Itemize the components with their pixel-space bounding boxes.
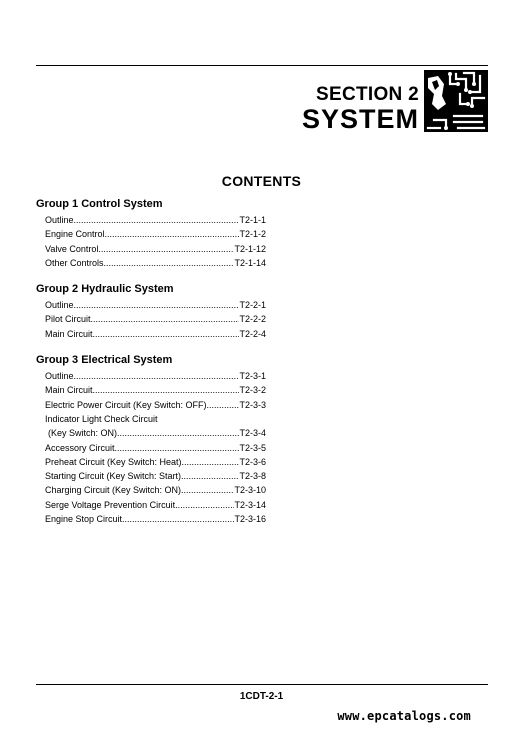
entry-page: T2-1-12 xyxy=(234,243,266,254)
entry-title: Pilot Circuit xyxy=(45,314,91,325)
entry-title: Preheat Circuit (Key Switch: Heat) xyxy=(45,456,182,467)
toc-entry[interactable] xyxy=(36,469,266,483)
toc-entry[interactable] xyxy=(36,383,266,397)
entry-title: Engine Stop Circuit xyxy=(45,514,123,525)
toc-entry[interactable] xyxy=(36,298,266,312)
entry-page: T2-1-1 xyxy=(239,215,266,225)
toc-entry[interactable] xyxy=(36,242,266,256)
toc-entry[interactable] xyxy=(36,369,266,383)
toc-entry[interactable] xyxy=(36,312,266,326)
entry-title: Other Controls xyxy=(45,257,104,268)
leader-dots xyxy=(175,498,234,512)
entry-title: Main Circuit xyxy=(45,328,93,339)
entry-page: T2-2-2 xyxy=(239,314,266,325)
section-title: SYSTEM xyxy=(301,104,419,134)
leader-dots xyxy=(74,369,240,383)
entry-page: T2-2-1 xyxy=(239,300,266,311)
entry-page: T2-3-8 xyxy=(239,471,266,482)
toc-entry[interactable] xyxy=(36,398,266,412)
entry-page: T2-1-2 xyxy=(239,229,266,240)
group-heading: Group 2 Hydraulic System xyxy=(36,283,174,296)
leader-dots xyxy=(181,483,234,497)
toc-entry[interactable] xyxy=(36,512,266,526)
group-heading: Group 3 Electrical System xyxy=(36,354,173,367)
entry-title: Indicator Light Check Circuit xyxy=(45,413,158,424)
entry-title: Main Circuit xyxy=(45,385,93,396)
contents-title: CONTENTS xyxy=(221,173,302,189)
leader-dots xyxy=(104,256,235,270)
entry-title: (Key Switch: ON) xyxy=(48,428,118,439)
entry-page: T2-1-14 xyxy=(234,257,266,268)
circuit-board-hand-icon xyxy=(424,70,488,132)
toc-entry[interactable] xyxy=(36,455,266,469)
toc-entry[interactable] xyxy=(36,426,266,440)
table-of-contents xyxy=(36,195,266,526)
group-heading: Group 1 Control System xyxy=(36,198,163,210)
entry-page: T2-3-10 xyxy=(234,485,266,496)
entry-title: Serge Voltage Prevention Circuit xyxy=(45,499,176,510)
leader-dots xyxy=(98,242,234,256)
leader-dots xyxy=(74,298,240,312)
leader-dots xyxy=(93,383,240,397)
leader-dots xyxy=(182,455,240,469)
toc-entry[interactable] xyxy=(36,327,266,341)
toc-entry[interactable] xyxy=(36,256,266,270)
leader-dots xyxy=(105,227,240,241)
entry-page: T2-3-16 xyxy=(234,514,266,525)
entry-title: Charging Circuit (Key Switch: ON) xyxy=(45,485,182,496)
leader-dots xyxy=(181,469,239,483)
entry-page: T2-3-3 xyxy=(239,399,266,410)
entry-title: Engine Control xyxy=(45,229,105,240)
entry-title: Outline xyxy=(45,300,74,311)
watermark: www.epcatalogs.com xyxy=(337,709,471,723)
toc-entry[interactable] xyxy=(36,227,266,241)
entry-page: T2-3-6 xyxy=(239,456,266,467)
entry-page: T2-3-2 xyxy=(239,385,266,396)
page-code: 1CDT-2-1 xyxy=(239,691,284,702)
entry-page: T2-3-4 xyxy=(239,428,266,439)
leader-dots xyxy=(93,327,240,341)
entry-title: Accessory Circuit xyxy=(45,442,115,453)
entry-page: T2-3-5 xyxy=(239,442,266,453)
leader-dots xyxy=(91,312,240,326)
toc-entry[interactable] xyxy=(36,412,266,426)
toc-entry[interactable] xyxy=(36,441,266,455)
entry-page: T2-2-4 xyxy=(239,328,266,339)
entry-title: Valve Control xyxy=(45,243,99,254)
entry-page: T2-3-1 xyxy=(239,371,266,382)
bottom-rule xyxy=(36,684,488,685)
leader-dots xyxy=(207,398,240,412)
entry-title: Electric Power Circuit (Key Switch: OFF) xyxy=(45,399,207,410)
toc-entry[interactable] xyxy=(36,213,266,227)
entry-page: T2-3-14 xyxy=(234,499,266,510)
entry-title: Outline xyxy=(45,371,74,382)
section-label: SECTION 2 xyxy=(316,84,419,105)
leader-dots xyxy=(117,426,239,440)
toc-entry[interactable] xyxy=(36,483,266,497)
leader-dots xyxy=(74,213,240,227)
top-rule xyxy=(36,65,488,66)
toc-entry[interactable] xyxy=(36,498,266,512)
leader-dots xyxy=(122,512,234,526)
entry-title: Outline xyxy=(45,215,74,225)
leader-dots xyxy=(115,441,240,455)
entry-title: Starting Circuit (Key Switch: Start) xyxy=(45,471,182,482)
